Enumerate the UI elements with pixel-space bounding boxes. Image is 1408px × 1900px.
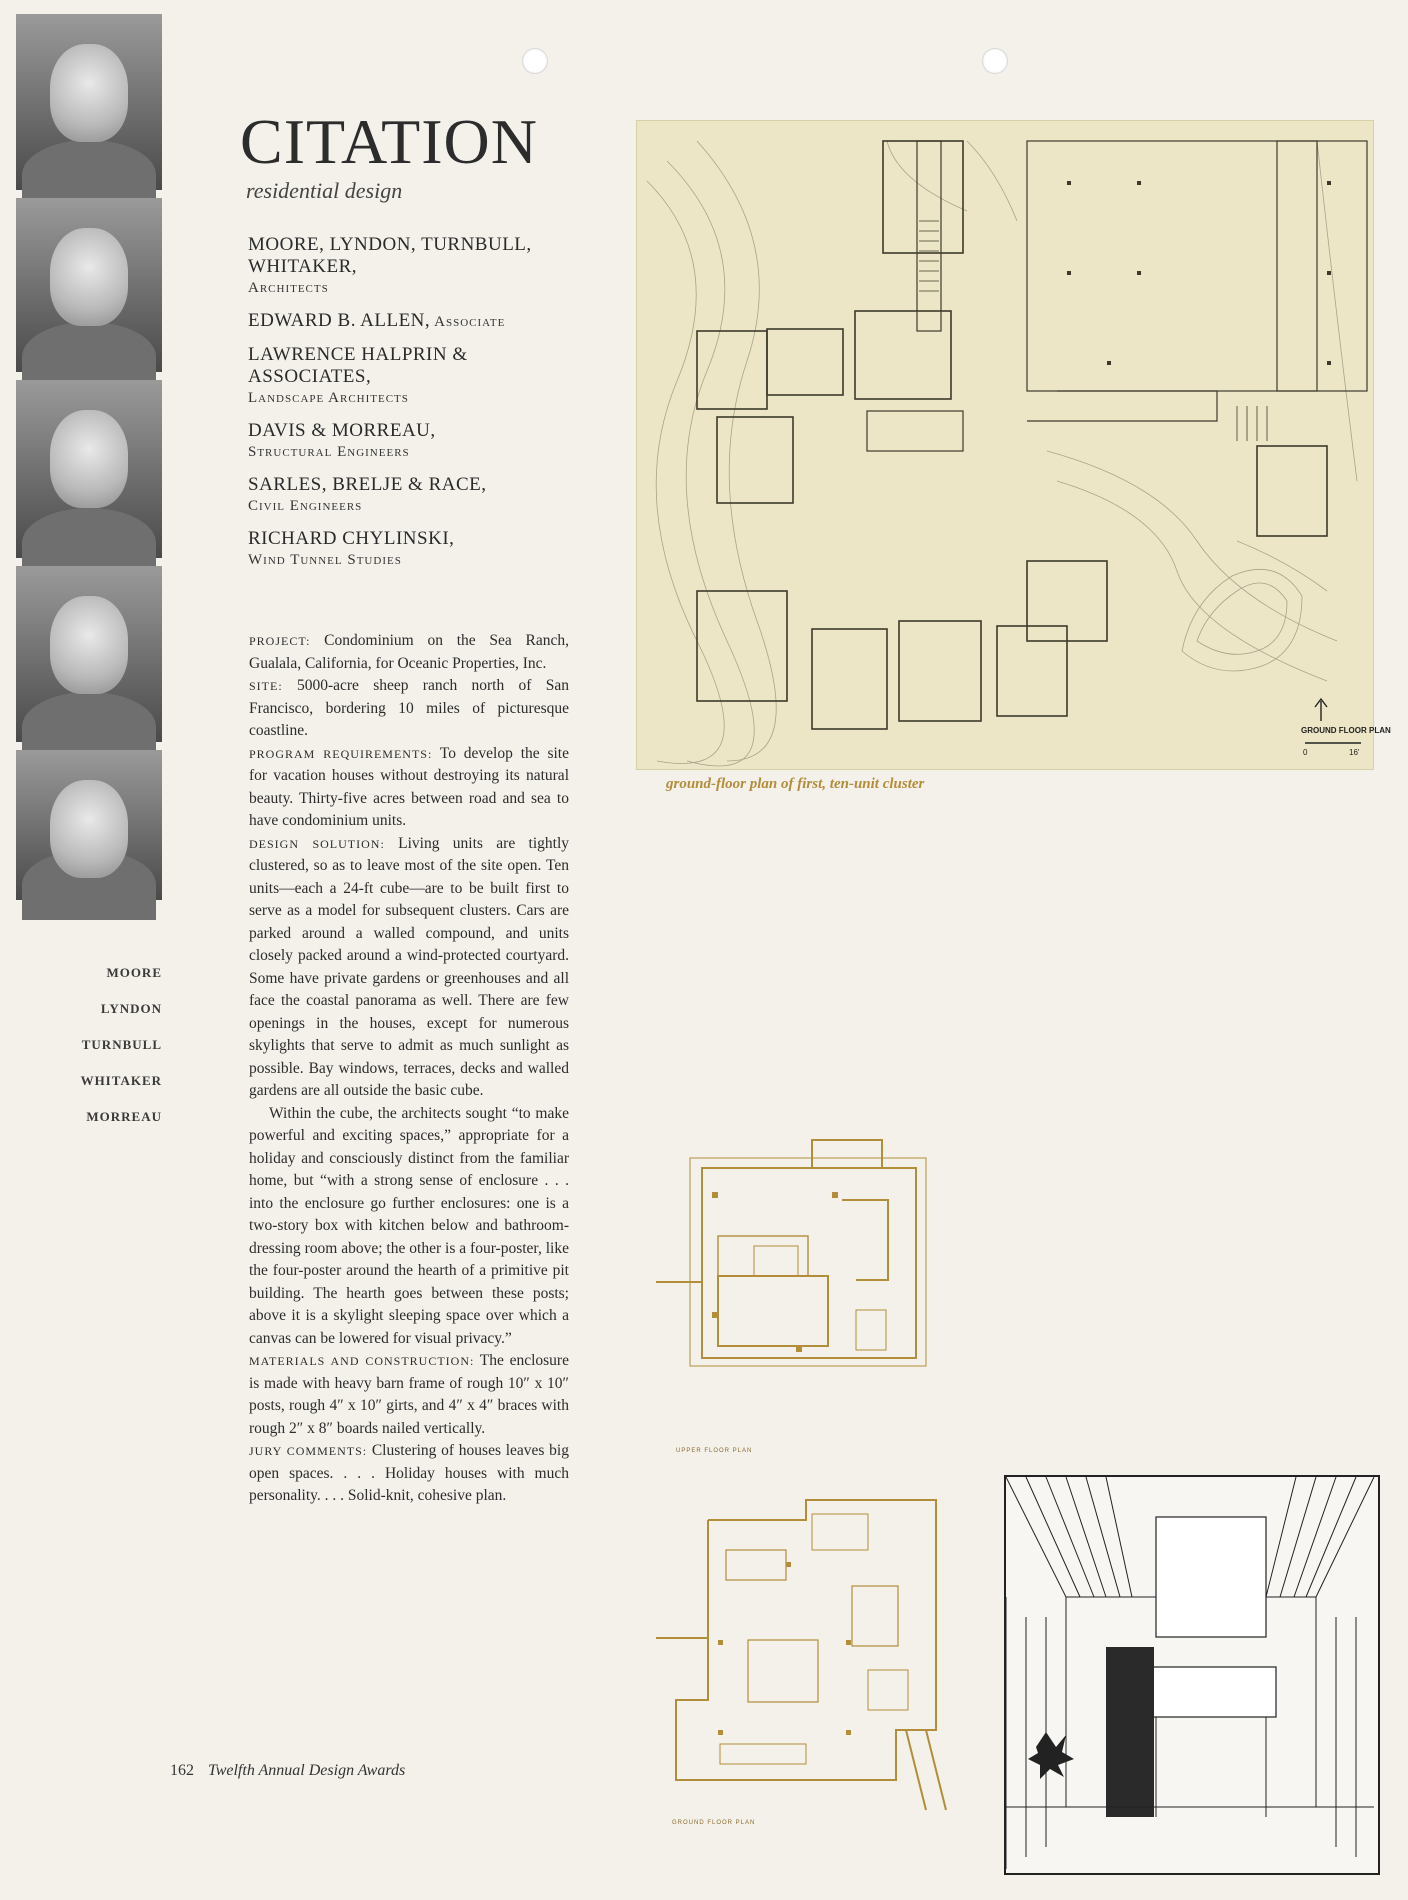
sketch-starburst	[1028, 1732, 1074, 1779]
interior-sketch	[1004, 1475, 1380, 1875]
page-subtitle: residential design	[246, 178, 403, 203]
design-label: DESIGN SOLUTION:	[249, 836, 385, 851]
upper-floor-plan-drawing	[656, 1130, 936, 1400]
article-body	[249, 630, 569, 1508]
design-paragraph-2: Within the cube, the architects sought “to make powerful and exciting spaces,” appropriate for a holiday and consciously distinct from the familiar home, but “with a strong sense of enclosure . . . into the enclosure go further enclosures: one is a two-story box with kitchen below and bathroom-dressing room above; the other is a four-poster, like the four-poster around the hearth of a primitive pit building. The hearth goes between these posts; above it is a skylight sleeping space over which a canvas can be lowered for visual privacy.”	[249, 1104, 569, 1347]
upper-plan-walls	[656, 1140, 926, 1366]
page-footer	[170, 1762, 405, 1780]
site-walls	[867, 141, 1367, 451]
credit-role: Wind Tunnel Studies	[248, 552, 402, 568]
project-label: PROJECT:	[249, 634, 311, 648]
ground-plan-posts	[718, 1562, 851, 1735]
jury-label: JURY COMMENTS:	[249, 1444, 368, 1458]
credit-role: Architects	[248, 280, 329, 296]
credit-name: SARLES, BRELJE & RACE,	[248, 474, 487, 495]
portrait-photo	[16, 198, 162, 372]
page-number: 162	[170, 1762, 194, 1779]
credit-item	[248, 344, 578, 408]
site-paragraph	[249, 675, 569, 743]
jury-paragraph	[249, 1440, 569, 1508]
sketch-box	[1146, 1517, 1276, 1717]
unit-outlines	[697, 141, 1327, 729]
materials-text: The enclosure is made with heavy barn frame of rough 10″ x 10″ posts, rough 4″ x 10″ girts, and 4″ x 4″ braces with rough 2″ x 8″ boards nailed vertically.	[249, 1352, 569, 1437]
credit-role: Associate	[434, 314, 506, 330]
portrait-names	[40, 955, 162, 1135]
credit-name: LAWRENCE HALPRIN & ASSOCIATES,	[248, 344, 468, 387]
ground-floor-plan-small-label: GROUND FLOOR PLAN	[672, 1820, 756, 1826]
page-title: CITATION	[240, 106, 538, 177]
ground-floor-plan-figure	[656, 1490, 956, 1826]
jury-text: Clustering of houses leaves big open spaces. . . . Holiday houses with much personality. . . . Solid-knit, cohesive plan.	[249, 1442, 569, 1504]
binder-hole	[982, 48, 1008, 74]
site-label: SITE:	[249, 679, 283, 693]
site-plan-drawing	[637, 121, 1391, 769]
contour-lines	[647, 141, 1357, 766]
credit-item	[248, 310, 578, 332]
publication-name: Twelfth Annual Design Awards	[208, 1762, 406, 1779]
portrait-photo	[16, 380, 162, 558]
scale-end-label: 16'	[1349, 748, 1360, 757]
materials-paragraph	[249, 1350, 569, 1440]
portrait-column	[16, 14, 162, 908]
upper-floor-plan-figure	[656, 1130, 936, 1454]
upper-floor-plan-label: UPPER FLOOR PLAN	[676, 1448, 753, 1454]
scale-start-label: 0	[1303, 748, 1308, 757]
materials-label: MATERIALS AND CONSTRUCTION:	[249, 1354, 475, 1368]
ground-plan-walls	[656, 1500, 946, 1810]
ground-floor-plan-label: GROUND FLOOR PLAN	[1301, 726, 1391, 735]
program-paragraph	[249, 743, 569, 833]
credit-name: RICHARD CHYLINSKI,	[248, 528, 455, 549]
credit-item	[248, 420, 578, 462]
credit-role: Civil Engineers	[248, 498, 363, 514]
portrait-photo	[16, 14, 162, 190]
project-paragraph	[249, 630, 569, 675]
post-markers	[1067, 181, 1331, 365]
project-text: Condominium on the Sea Ranch, Gualala, California, for Oceanic Properties, Inc.	[249, 632, 569, 672]
portrait-photo	[16, 750, 162, 900]
portrait-photo	[16, 566, 162, 742]
credit-item	[248, 234, 578, 298]
portrait-name: WHITAKER	[80, 1073, 162, 1088]
credit-name: EDWARD B. ALLEN,	[248, 310, 431, 331]
portrait-name: LYNDON	[100, 1001, 162, 1016]
portrait-name: MOORE	[106, 965, 162, 980]
program-text: To develop the site for vacation houses without destroying its natural beauty. Thirty-five acres between road and sea to have condominium units.	[249, 744, 569, 829]
upper-plan-posts	[712, 1192, 838, 1352]
site-text: 5000-acre sheep ranch north of San Francisco, bordering 10 miles of picturesque coastline.	[249, 677, 569, 739]
site-plan-figure	[636, 120, 1391, 770]
sketch-walls	[1006, 1597, 1374, 1869]
binder-hole	[522, 48, 548, 74]
ground-floor-plan-drawing	[656, 1490, 956, 1820]
interior-sketch-drawing	[1006, 1477, 1374, 1869]
portrait-name: MORREAU	[86, 1109, 162, 1124]
stair-hatching	[919, 221, 1267, 441]
north-arrow	[1315, 699, 1327, 721]
sketch-hearth	[1106, 1647, 1154, 1817]
program-label: PROGRAM REQUIREMENTS:	[249, 746, 433, 761]
site-plan-caption: ground-floor plan of first, ten-unit cluster	[666, 776, 925, 792]
credit-role: Landscape Architects	[248, 390, 409, 406]
design-text: Living units are tightly clustered, so as to leave most of the site open. Ten units—each a 24-ft cube—are to be built first to serve as a model for subsequent clusters. Cars are parked around a walled compound, and units closely packed around a wind-protected courtyard. Some have private gardens or greenhouses and all face the coastal panorama as well. There are few openings in the houses, except for numerous skylights that serve to admit as much sunlight as possible. Bay windows, terraces, decks and walled gardens are all outside the basic cube.	[249, 834, 570, 1099]
design-paragraph	[249, 833, 569, 1103]
credit-item	[248, 528, 578, 570]
credit-item	[248, 474, 578, 516]
credit-role: Structural Engineers	[248, 444, 410, 460]
credit-name: DAVIS & MORREAU,	[248, 420, 436, 441]
credits-list	[248, 234, 578, 582]
credit-name: MOORE, LYNDON, TURNBULL, WHITAKER,	[248, 234, 532, 277]
portrait-name: TURNBULL	[81, 1037, 162, 1052]
